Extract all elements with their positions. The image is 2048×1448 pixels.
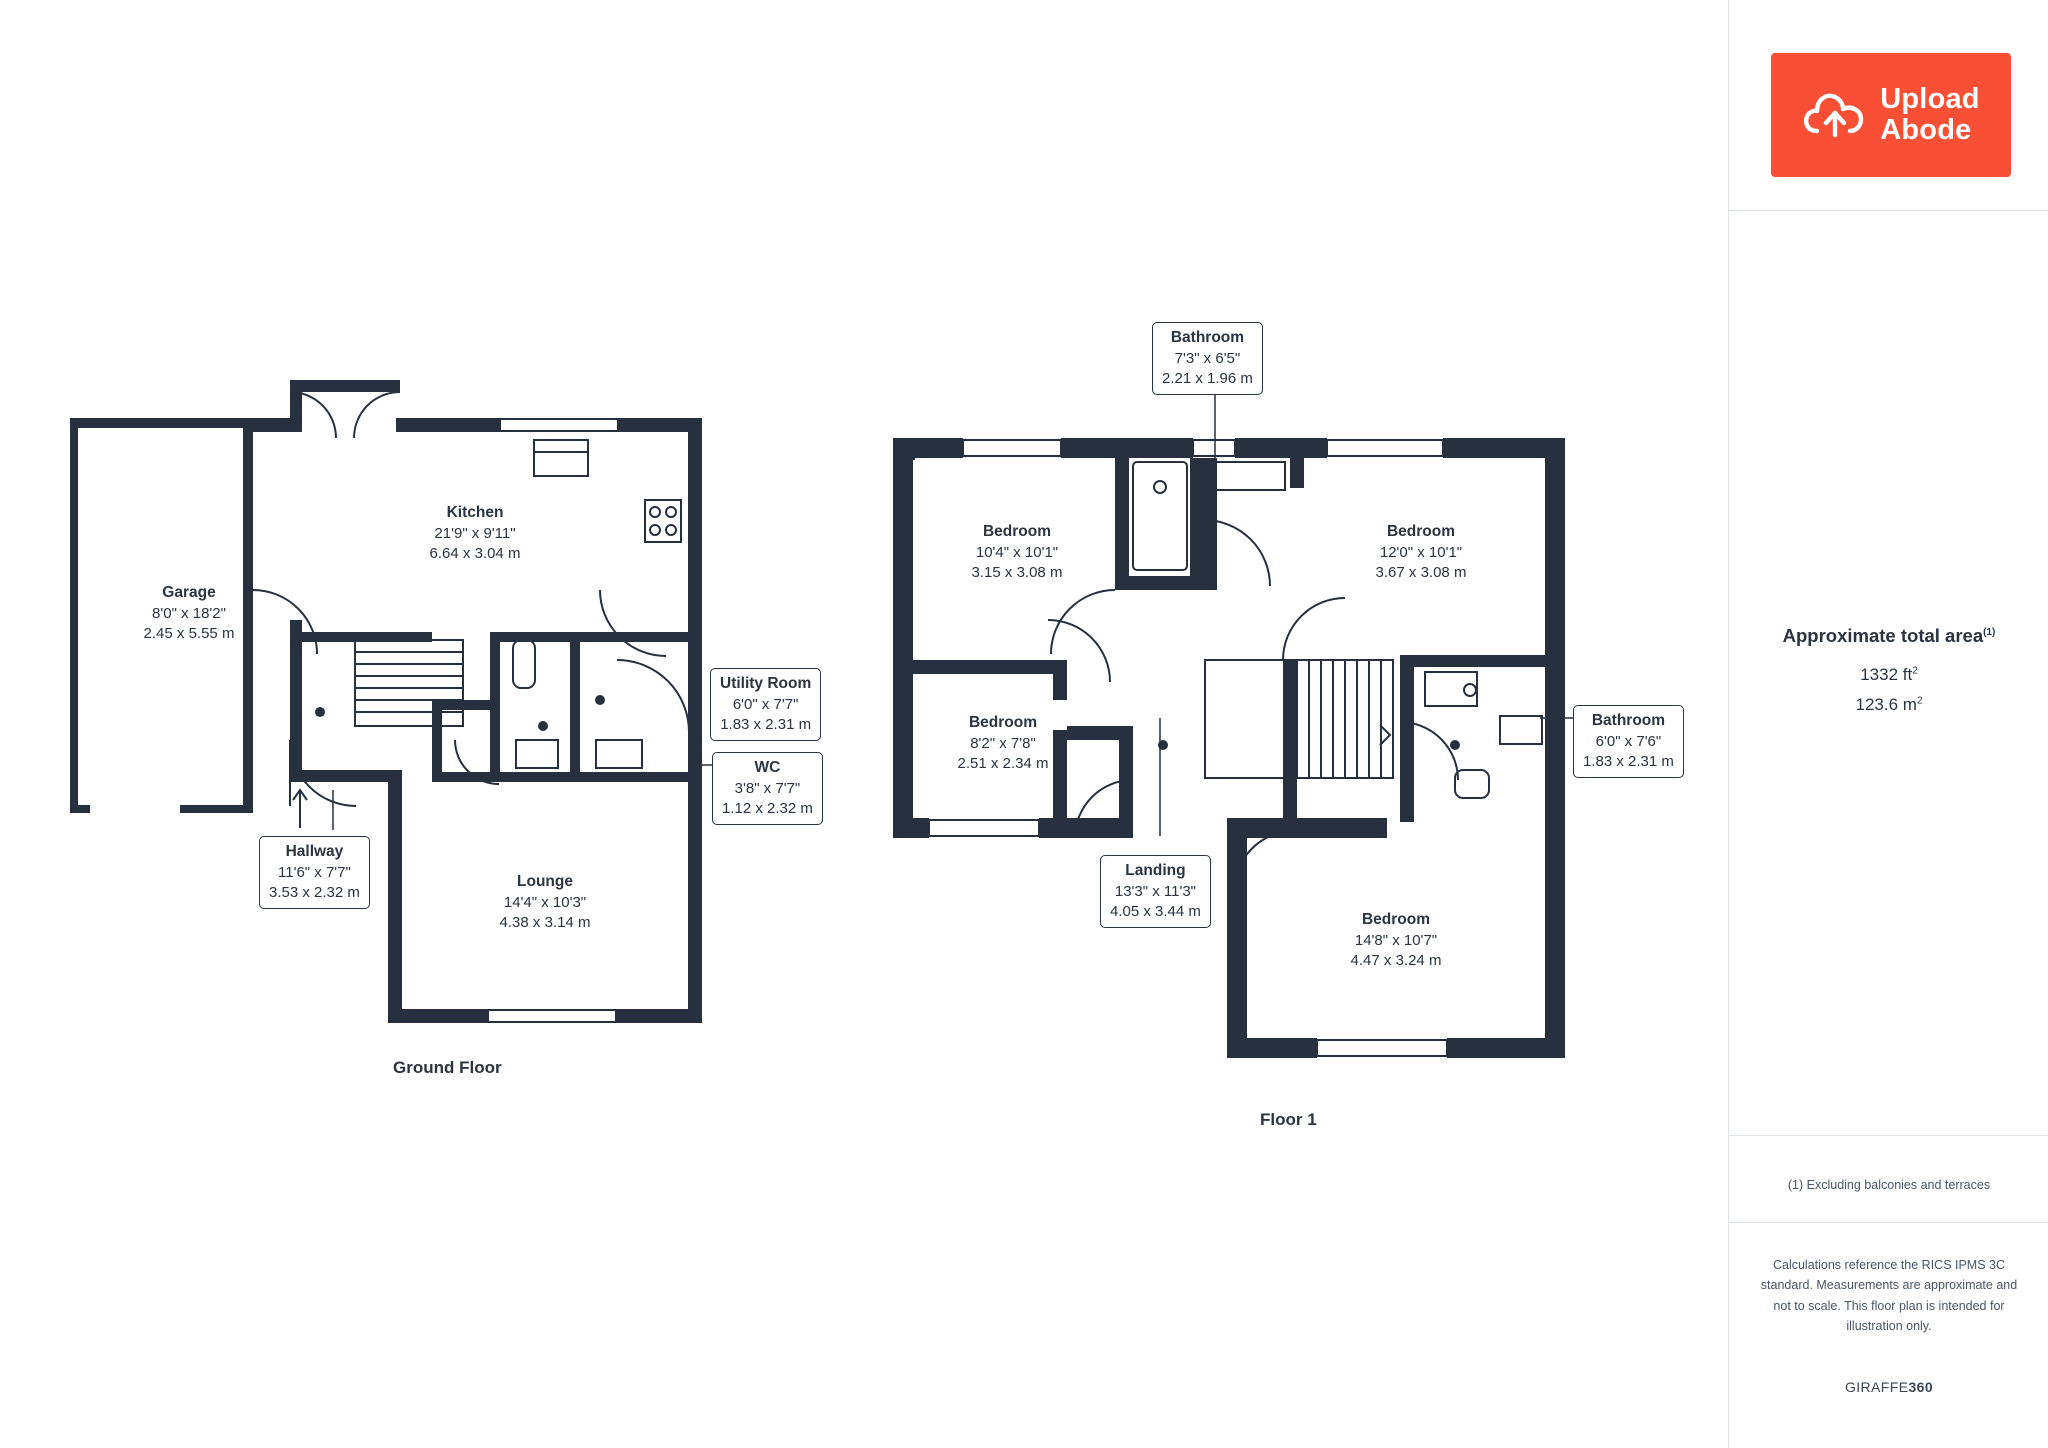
total-area-title: Approximate total area$^{(1)}$: [1782, 625, 1996, 646]
brand-logo-text: [1880, 84, 1979, 147]
total-area-title-sup: (1): [1983, 626, 1996, 638]
room-label-landing: Landing 13'3" x 11'3" 4.05 x 3.44 m: [1100, 855, 1211, 928]
floor-title-first: Floor 1: [1260, 1110, 1317, 1129]
giraffe360-prefix: GIRAFFE: [1844, 1379, 1909, 1395]
brand-logo[interactable]: [1771, 53, 2011, 177]
room-label-bathroom-ensuite: Bathroom 6'0" x 7'6" 1.83 x 2.31 m: [1573, 705, 1684, 778]
room-label-bedroom-master: Bedroom 14'8" x 10'7" 4.47 x 3.24 m: [1350, 911, 1442, 969]
room-label-garage: Garage 8'0" x 18'2" 2.45 x 5.55 m: [143, 584, 235, 642]
room-label-bedroom-front-left: Bedroom 10'4" x 10'1" 3.15 x 3.08 m: [971, 523, 1063, 581]
floor-title-ground: Ground Floor: [393, 1058, 502, 1077]
cloud-upload-icon: [1802, 85, 1868, 145]
room-label-wc: WC 3'8" x 7'7" 1.12 x 2.32 m: [712, 752, 823, 825]
room-label-bedroom-front-right: Bedroom 12'0" x 10'1" 3.67 x 3.08 m: [1375, 523, 1467, 581]
area-footnote: (1) Excluding balconies and terraces: [1787, 1178, 1991, 1192]
room-label-utility-room: Utility Room 6'0" x 7'7" 1.83 x 2.31 m: [710, 668, 821, 741]
room-label-hallway: Hallway 11'6" x 7'7" 3.53 x 2.32 m: [259, 836, 370, 909]
room-label-bedroom-small: Bedroom 8'2" x 7'8" 2.51 x 2.34 m: [957, 714, 1049, 772]
total-area-imperial: 1332 $ft^2$: [1860, 665, 1918, 684]
disclaimer-text: Calculations reference the RICS IPMS 3C standard. Measurements are approximate and not to scale. This floor plan is intended for illustration only.: [1760, 1258, 2018, 1333]
brand-logo-line1: Upload: [1880, 82, 1980, 115]
brand-logo-line2: Abode: [1880, 114, 1972, 146]
divider-top: [1729, 210, 2048, 211]
divider-bottom: [1729, 1222, 2048, 1223]
room-label-kitchen: Kitchen 21'9" x 9'11" 6.64 x 3.04 m: [429, 504, 521, 562]
room-label-lounge: Lounge 14'4" x 10'3" 4.38 x 3.14 m: [499, 873, 591, 931]
room-label-bathroom-upper: Bathroom 7'3" x 6'5" 2.21 x 1.96 m: [1152, 322, 1263, 395]
giraffe360-credit: [1729, 1379, 2048, 1395]
total-area-block: [1729, 625, 2048, 725]
total-area-metric: 123.6 $m^2$: [1855, 695, 1923, 714]
info-sidebar: [1728, 0, 2048, 1448]
giraffe360-suffix: 360: [1908, 1379, 1934, 1395]
divider-mid: [1729, 1135, 2048, 1136]
